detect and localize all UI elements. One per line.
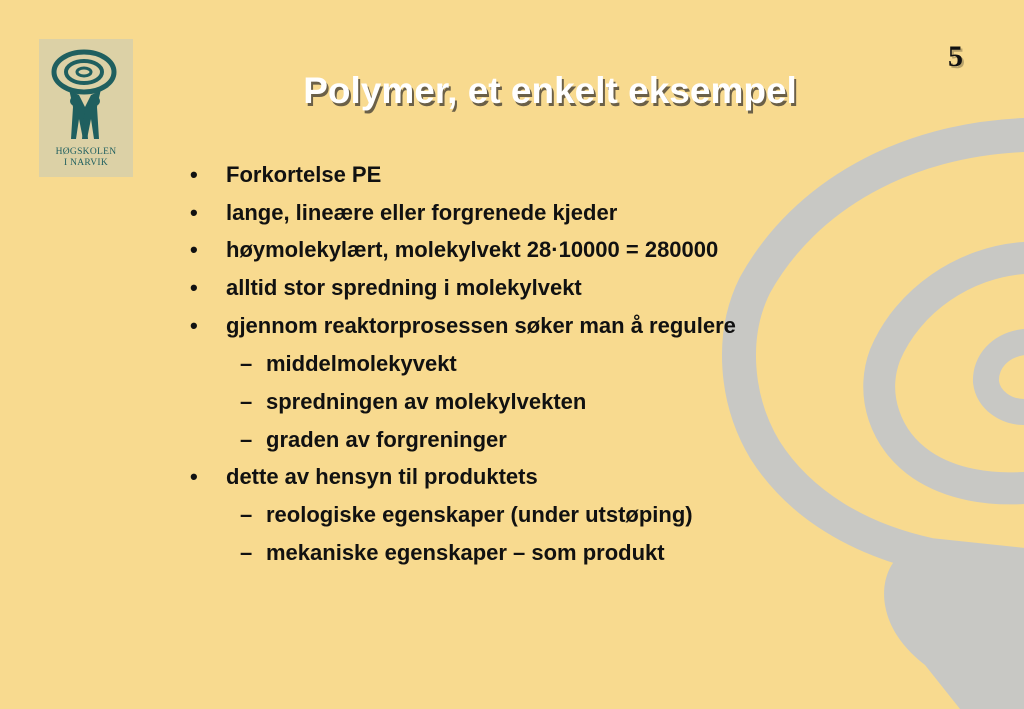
slide-title: Polymer, et enkelt eksempel (303, 70, 797, 111)
bullet-text: alltid stor spredning i molekylvekt (226, 275, 582, 300)
bullet-marker: • (190, 162, 198, 187)
sub-bullet-text: graden av forgreninger (266, 427, 507, 452)
bullet-text: høymolekylært, molekylvekt 28·10000 = 280000 (226, 237, 719, 262)
sub-bullet-marker: – (240, 351, 253, 376)
sub-bullet-item (240, 540, 665, 566)
bullet-item (190, 200, 618, 226)
sub-bullet-item (240, 502, 693, 528)
bullet-item (190, 313, 736, 339)
bullet-item (190, 237, 719, 263)
bullet-text: lange, lineære eller forgrenede kjeder (226, 200, 618, 225)
logo-text-line2: I NARVIK (63, 158, 109, 168)
sub-bullet-marker: – (240, 502, 253, 527)
sub-bullet-text: mekaniske egenskaper – som produkt (266, 540, 665, 565)
sub-bullet-marker: – (240, 427, 253, 452)
bullet-marker: • (190, 275, 198, 300)
bullet-marker: • (190, 313, 198, 338)
sub-bullet-text: spredningen av molekylvekten (266, 389, 587, 414)
sub-bullet-item (240, 389, 587, 415)
bullet-item (190, 464, 538, 490)
slide-number: 5 (948, 40, 963, 73)
sub-bullet-text: middelmolekyvekt (266, 351, 457, 376)
logo-text-line1: HØGSKOLEN (55, 147, 117, 157)
sub-bullet-marker: – (240, 389, 253, 414)
sub-bullet-item (240, 427, 507, 453)
sub-bullet-text: reologiske egenskaper (under utstøping) (266, 502, 693, 527)
sub-bullet-marker: – (240, 540, 253, 565)
bullet-marker: • (190, 237, 198, 262)
bullet-text: Forkortelse PE (226, 162, 382, 187)
bullet-item (190, 162, 382, 188)
bullet-text: dette av hensyn til produktets (226, 464, 538, 489)
sub-bullet-item (240, 351, 457, 377)
bullet-text: gjennom reaktorprosessen søker man å regulere (226, 313, 736, 338)
bullet-marker: • (190, 464, 198, 489)
bullet-item (190, 275, 582, 301)
bullet-marker: • (190, 200, 198, 225)
